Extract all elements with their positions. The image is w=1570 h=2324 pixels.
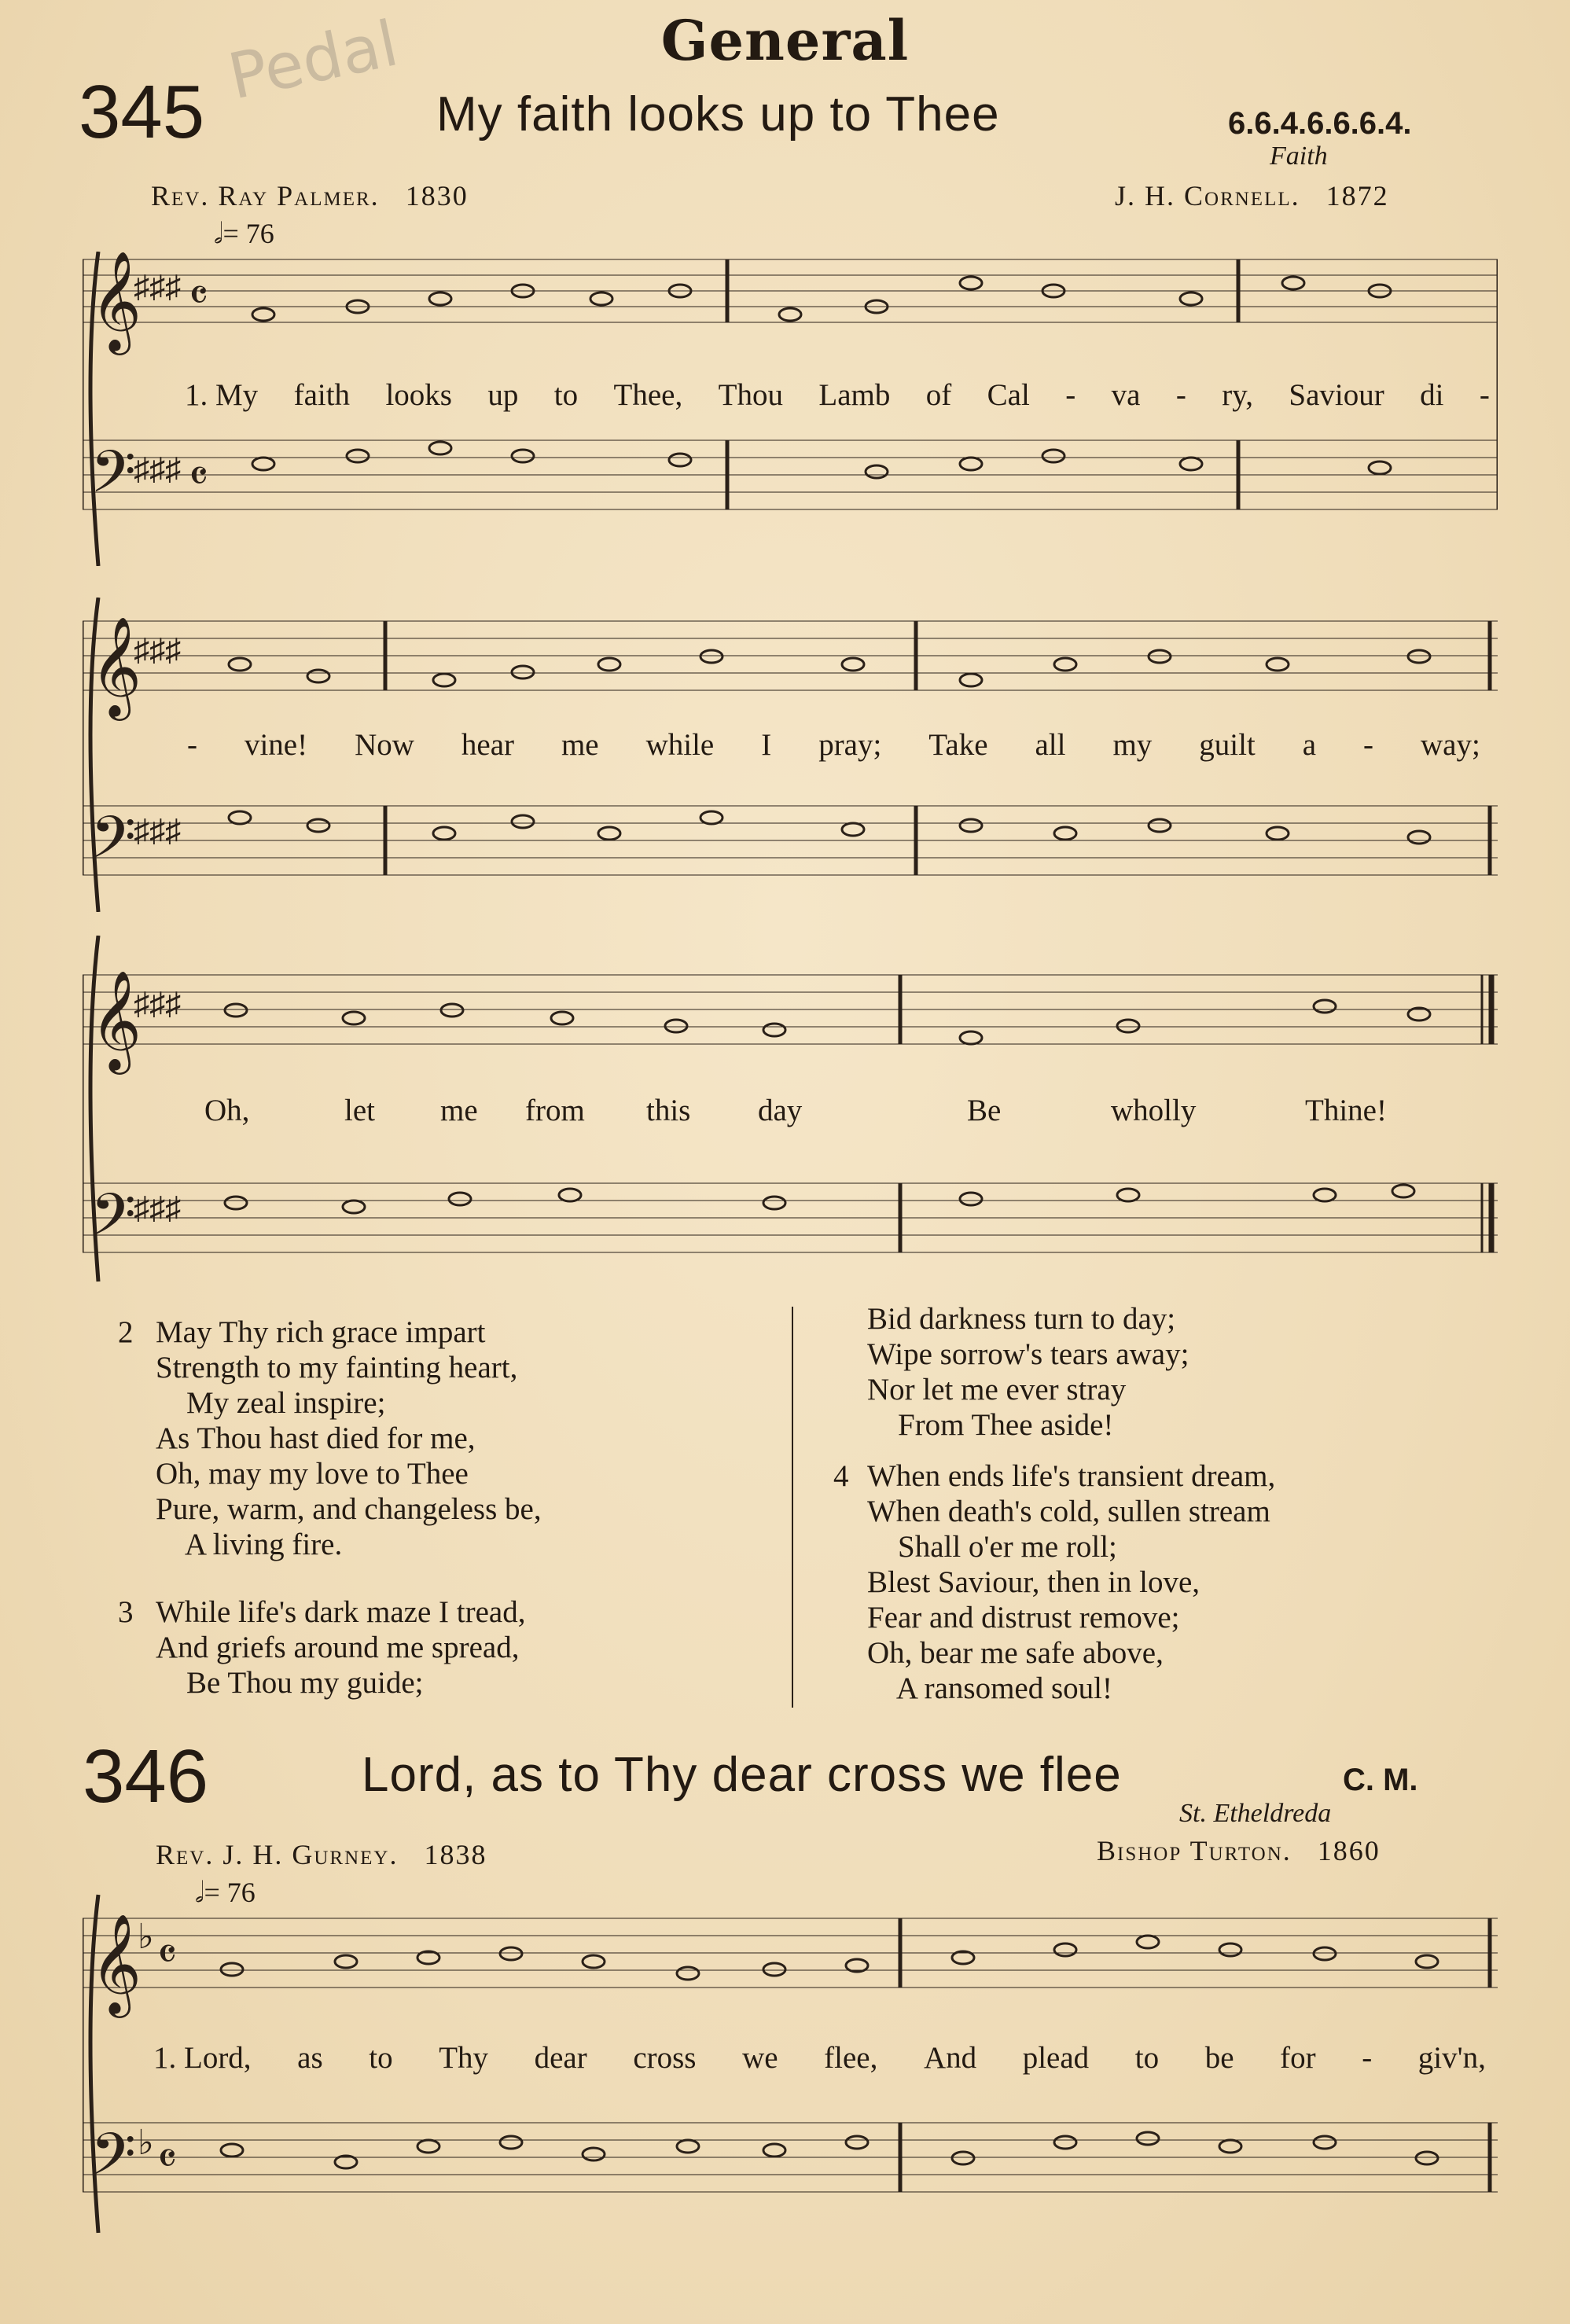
lyrics-line-4	[153, 2040, 1486, 2076]
lyric-word: va	[1111, 378, 1141, 412]
half-note-icon: 𝅗𝅥	[214, 218, 223, 249]
key-signature: ♭	[138, 1918, 154, 1956]
treble-staff	[83, 259, 1498, 322]
lyric-word: let	[344, 1094, 375, 1127]
lyric-word: Thine!	[1305, 1094, 1387, 1127]
lyric-word: we	[742, 2041, 778, 2075]
lyric-word: day	[758, 1094, 803, 1127]
treble-clef-icon: 𝄞	[90, 1916, 142, 2012]
half-note-icon: 𝅗𝅥	[195, 1877, 204, 1908]
section-heading: General	[660, 8, 910, 73]
key-signature: ♯♯♯	[134, 813, 181, 848]
lyric-word: while	[645, 728, 715, 762]
treble-clef-icon: 𝄞	[90, 973, 142, 1068]
lyric-word: Saviour	[1289, 378, 1384, 412]
key-signature: ♯♯♯	[134, 451, 181, 487]
lyric-word: my	[1112, 728, 1153, 762]
lyric-word: -	[187, 728, 197, 762]
lyrics-line-1	[185, 377, 1490, 413]
lyric-word: pray;	[818, 728, 882, 762]
lyric-word: Thee,	[613, 378, 683, 412]
lyrics-line-3	[0, 1093, 1570, 1132]
lyric-word: And	[923, 2041, 977, 2075]
hymn-meter: C. M.	[1343, 1763, 1418, 1797]
bass-clef-icon: 𝄢	[90, 441, 136, 519]
lyric-word: be	[1204, 2041, 1234, 2075]
verse-number: 3	[118, 1595, 134, 1629]
time-signature: 𝄴	[157, 2135, 178, 2184]
treble-clef-icon: 𝄞	[90, 253, 142, 349]
treble-staff	[83, 621, 1498, 690]
treble-staff	[83, 1918, 1498, 1988]
hymn-title: Lord, as to Thy dear cross we flee	[362, 1748, 1122, 1802]
verse-3-continued-text: Bid darkness turn to day; Wipe sorrow's tears away; Nor let me ever stray From Thee aside!	[867, 1302, 1189, 1442]
treble-staff	[83, 975, 1498, 1044]
lyric-word: -	[1362, 2041, 1373, 2075]
tempo-marking: 𝅗𝅥= 76	[195, 1877, 256, 1908]
lyric-word: way;	[1421, 728, 1480, 762]
lyric-word: me	[561, 728, 599, 762]
lyric-word: for	[1280, 2041, 1316, 2075]
hymn-meter: 6.6.4.6.6.6.4.	[1228, 106, 1412, 141]
lyric-word: to	[553, 378, 579, 412]
key-signature: ♯♯♯	[134, 269, 181, 304]
lyrics-line-2	[187, 727, 1480, 763]
words-author: Rev. J. H. Gurney. 1838	[156, 1839, 487, 1870]
music-composer: J. H. Cornell. 1872	[1115, 180, 1389, 211]
lyric-word: a	[1302, 728, 1317, 762]
verse-column-divider	[792, 1307, 793, 1708]
verse-number: 4	[833, 1459, 849, 1493]
lyric-word: Be	[967, 1094, 1002, 1127]
verse-number: 2	[118, 1315, 134, 1349]
bass-clef-icon: 𝄢	[90, 1184, 136, 1262]
lyric-word: vine!	[244, 728, 308, 762]
lyric-word: Take	[928, 728, 988, 762]
bass-staff	[83, 2123, 1498, 2192]
tune-name: Faith	[1270, 142, 1328, 171]
hymn-number: 345	[79, 70, 205, 154]
pencil-annotation: Pedal	[222, 6, 404, 114]
lyric-word: wholly	[1111, 1094, 1197, 1127]
lyric-word: of	[925, 378, 952, 412]
lyric-word: this	[646, 1094, 691, 1127]
lyric-word: faith	[293, 378, 351, 412]
lyric-word: as	[297, 2041, 323, 2075]
lyric-word: to	[369, 2041, 393, 2075]
lyric-word: Thou	[718, 378, 783, 412]
lyric-word: 1. My	[185, 378, 259, 412]
lyric-word: cross	[633, 2041, 697, 2075]
lyric-word: me	[440, 1094, 478, 1127]
time-signature: 𝄴	[189, 453, 209, 502]
lyric-word: dear	[534, 2041, 587, 2075]
lyric-word: looks	[385, 378, 452, 412]
lyric-word: -	[1175, 378, 1186, 412]
treble-clef-icon: 𝄞	[90, 619, 142, 715]
tune-name: St. Etheldreda	[1179, 1799, 1332, 1828]
bass-clef-icon: 𝄢	[90, 807, 136, 884]
words-author: Rev. Ray Palmer. 1830	[151, 180, 469, 211]
lyric-word: Cal	[987, 378, 1030, 412]
bass-staff	[83, 806, 1498, 875]
bass-staff	[83, 440, 1498, 509]
lyric-word: Thy	[439, 2041, 489, 2075]
lyric-word: -	[1479, 378, 1490, 412]
lyric-word: I	[761, 728, 772, 762]
verse-2-text: May Thy rich grace impart Strength to my fainting heart, My zeal inspire; As Thou hast died for me, Oh, may my love to Thee Pure, warm, and changeless be, A living fire.	[156, 1315, 542, 1561]
key-signature: ♯♯♯	[134, 986, 181, 1021]
tempo-marking: 𝅗𝅥= 76	[214, 218, 274, 249]
time-signature: 𝄴	[189, 272, 209, 321]
verse-3-text: While life's dark maze I tread, And griefs around me spread, Be Thou my guide;	[156, 1595, 526, 1700]
lyric-word: -	[1363, 728, 1374, 762]
lyric-word: -	[1065, 378, 1076, 412]
music-composer: Bishop Turton. 1860	[1097, 1835, 1381, 1866]
lyric-word: flee,	[824, 2041, 878, 2075]
bass-clef-icon: 𝄢	[90, 2124, 136, 2201]
lyric-word: ry,	[1222, 378, 1253, 412]
bass-staff	[83, 1183, 1498, 1252]
lyric-word: to	[1134, 2041, 1160, 2075]
lyric-word: Now	[355, 728, 414, 762]
key-signature: ♯♯♯	[134, 1190, 181, 1226]
hymn-title: My faith looks up to Thee	[436, 87, 1000, 142]
key-signature: ♯♯♯	[134, 632, 181, 667]
lyric-word: di	[1420, 378, 1444, 412]
lyric-word: up	[487, 378, 519, 412]
lyric-word: giv'n,	[1417, 2041, 1486, 2075]
lyric-word: 1. Lord,	[153, 2041, 252, 2075]
lyric-word: hear	[461, 728, 514, 762]
key-signature: ♭	[138, 2124, 154, 2162]
lyric-word: all	[1035, 728, 1066, 762]
lyric-word: Oh,	[204, 1094, 250, 1127]
lyric-word: Lamb	[818, 378, 891, 412]
lyric-word: from	[525, 1094, 585, 1127]
hymn-number: 346	[83, 1734, 209, 1818]
time-signature: 𝄴	[157, 1931, 178, 1980]
verse-4-text: When ends life's transient dream, When death's cold, sullen stream Shall o'er me roll; Blest Saviour, then in love, Fear and distrust remove; Oh, bear me safe above, A ransomed soul!	[867, 1459, 1276, 1705]
lyric-word: guilt	[1199, 728, 1256, 762]
lyric-word: plead	[1022, 2041, 1090, 2075]
